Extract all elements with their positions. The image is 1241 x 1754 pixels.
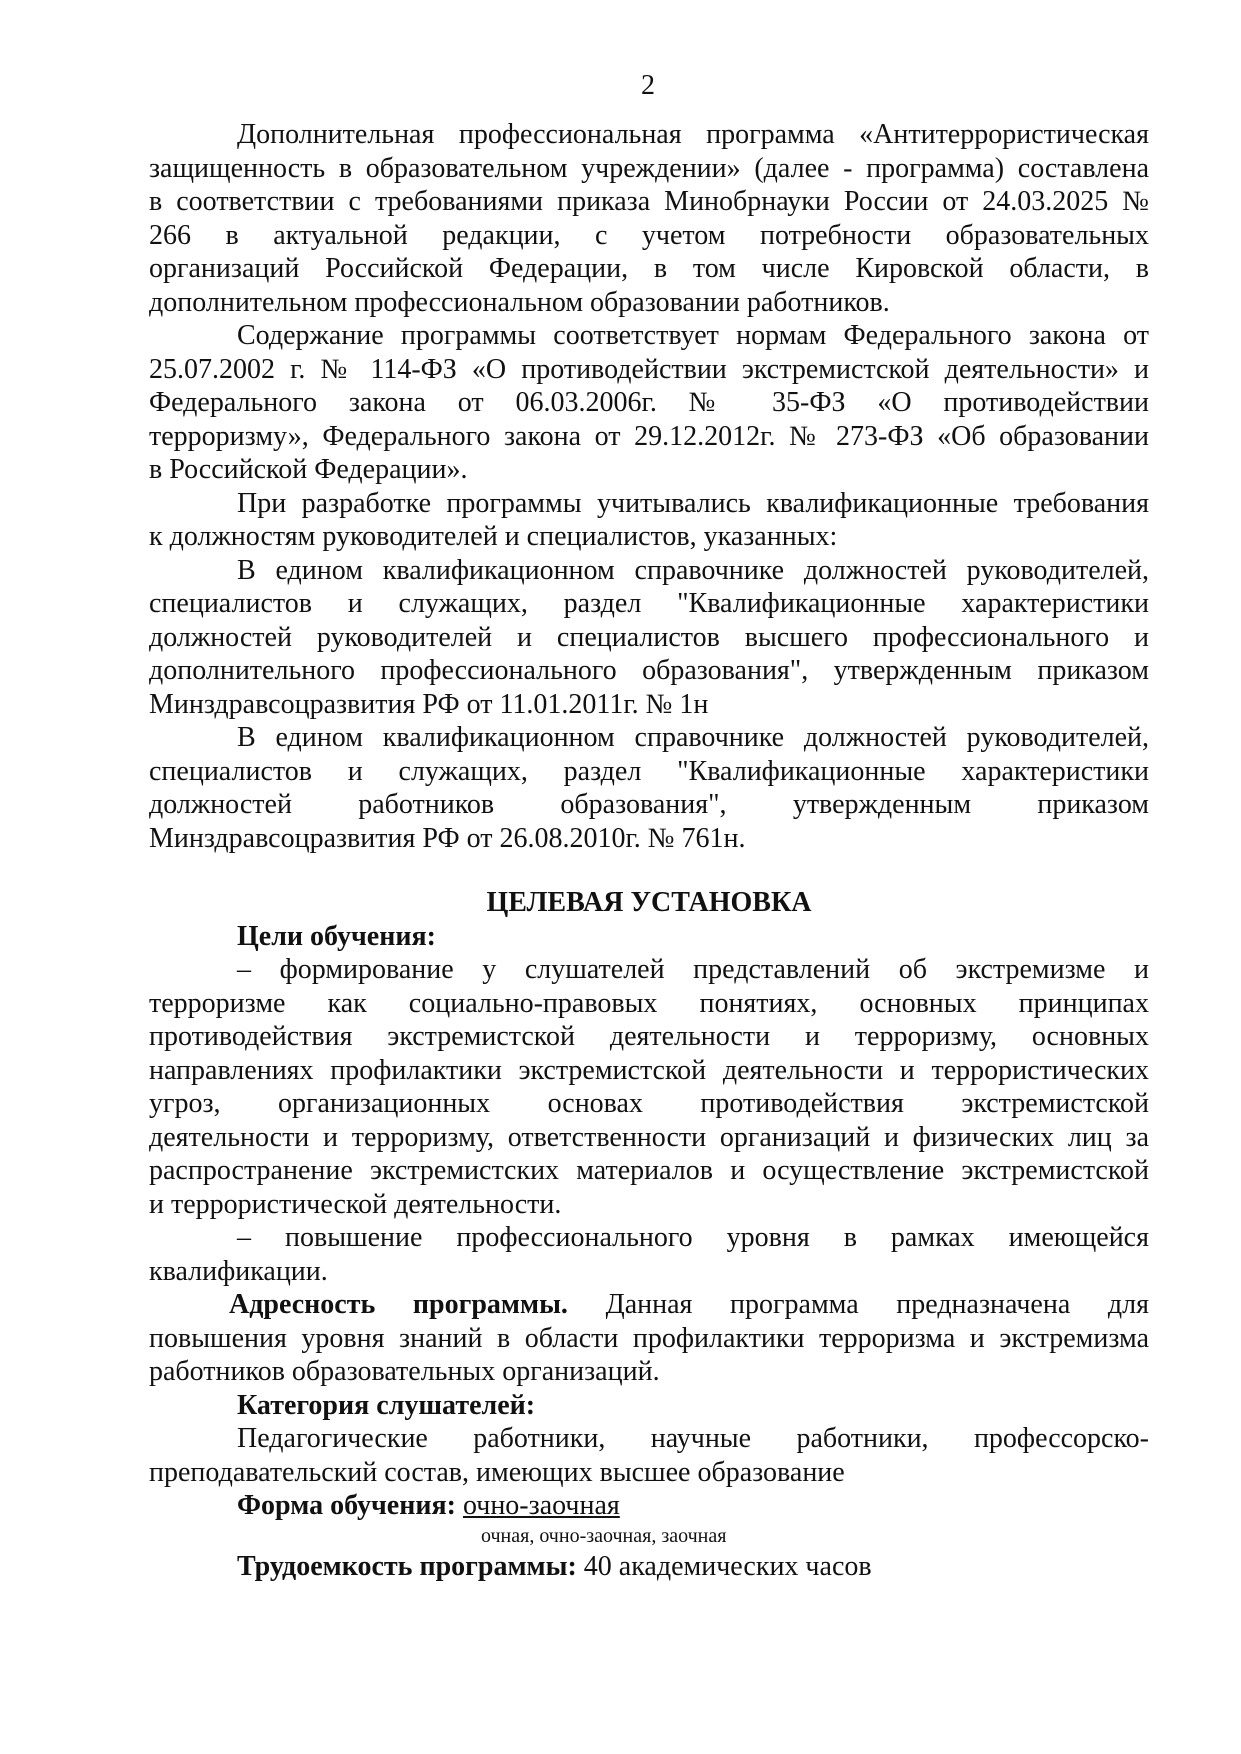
paragraph-line: деятельности и терроризму, ответственности организаций и физических лиц за: [149, 1121, 1149, 1153]
page-number: 2: [641, 70, 655, 101]
paragraph-line: Дополнительная профессиональная программа «Антитеррористическая: [237, 119, 1149, 150]
paragraph-line: – формирование у слушателей представлений об экстремизме и: [237, 954, 1149, 985]
paragraph-line: направлениях профилактики экстремистской деятельности и террористических: [149, 1054, 1149, 1086]
paragraph-line: дополнительного профессионального образования", утвержденным приказом: [149, 655, 1149, 686]
form-value: очно-заочная: [462, 1490, 620, 1521]
workload-label: Трудоемкость программы:: [237, 1550, 577, 1582]
paragraph-line: квалификации.: [149, 1255, 328, 1287]
audience-label: Адресность программы.: [229, 1289, 568, 1320]
form-options-note: очная, очно-заочная, заочная: [481, 1524, 727, 1547]
form-label: Форма обучения:: [237, 1490, 456, 1521]
paragraph-line: – повышение профессионального уровня в рамках имеющейся: [237, 1222, 1149, 1253]
paragraph-line: преподавательский состав, имеющих высшее образование: [149, 1456, 845, 1488]
workload-value: 40 академических часов: [583, 1550, 872, 1582]
paragraph-line: 25.07.2002 г. № 114-ФЗ «О противодействии экстремистской деятельности» и: [149, 353, 1149, 385]
paragraph-line: Содержание программы соответствует нормам Федерального закона от: [237, 320, 1149, 351]
paragraph-line: специалистов и служащих, раздел "Квалификационные характеристики: [149, 755, 1149, 787]
paragraph-line: в Российской Федерации».: [149, 454, 468, 485]
intro-section: [149, 118, 1149, 855]
section-heading: ЦЕЛЕВАЯ УСТАНОВКА: [486, 887, 812, 918]
paragraph-line: В едином квалификационном справочнике должностей руководителей,: [237, 554, 1149, 586]
paragraph-line: специалистов и служащих, раздел "Квалификационные характеристики: [149, 588, 1149, 619]
goals-list: [149, 953, 1149, 1288]
form-line: [149, 1489, 1149, 1523]
paragraph-line: При разработке программы учитывались квалификационные требования: [237, 487, 1149, 519]
paragraph-line: угроз, организационных основах противодействия экстремистской: [149, 1088, 1149, 1119]
paragraph-line: терроризме как социально-правовых понятиях, основных принципах: [149, 987, 1149, 1019]
audience-first-line: [149, 1288, 1149, 1322]
paragraph-line: 266 в актуальной редакции, с учетом потребности образовательных: [149, 219, 1149, 251]
paragraph-line: защищенность в образовательном учреждении» (далее - программа) составлена: [149, 152, 1149, 184]
paragraph-line: должностей работников образования", утвержденным приказом: [149, 789, 1149, 820]
paragraph-line: распространение экстремистских материалов и осуществление экстремистской: [149, 1155, 1149, 1186]
paragraph-line: Минздравсоцразвития РФ от 26.08.2010г. № 761н.: [149, 822, 746, 854]
paragraph-line: в соответствии с требованиями приказа Минобрнауки России от 24.03.2025 №: [149, 186, 1149, 217]
paragraph-line: дополнительном профессиональном образовании работников.: [149, 286, 890, 318]
workload-line: [149, 1550, 1149, 1584]
paragraph-line: и террористической деятельности.: [149, 1188, 562, 1220]
goals-label: Цели обучения:: [237, 920, 436, 952]
paragraph-line: Педагогические работники, научные работники, профессорско-: [237, 1423, 1149, 1454]
paragraph-line: организаций Российской Федерации, в том числе Кировской области, в: [149, 253, 1149, 284]
paragraph-line: повышения уровня знаний в области профилактики терроризма и экстремизма: [149, 1322, 1149, 1354]
paragraph-line: В едином квалификационном справочнике должностей руководителей,: [237, 722, 1149, 753]
audience-text: Данная программа предназначена для: [605, 1289, 1149, 1320]
paragraph-line: Минздравсоцразвития РФ от 11.01.2011г. № 1н: [149, 688, 709, 720]
paragraph-line: терроризму», Федерального закона от 29.12.2012г. № 273-ФЗ «Об образовании: [149, 420, 1149, 452]
paragraph-line: должностей руководителей и специалистов высшего профессионального и: [149, 621, 1149, 653]
paragraph-line: противодействия экстремистской деятельности и терроризму, основных: [149, 1021, 1149, 1052]
paragraph-line: Федерального закона от 06.03.2006г. № 35-ФЗ «О противодействии: [149, 387, 1149, 418]
paragraph-line: к должностям руководителей и специалистов, указанных:: [149, 521, 838, 552]
category-label: Категория слушателей:: [237, 1389, 536, 1421]
paragraph-line: работников образовательных организаций.: [149, 1356, 660, 1387]
document-body: [149, 118, 1149, 1583]
